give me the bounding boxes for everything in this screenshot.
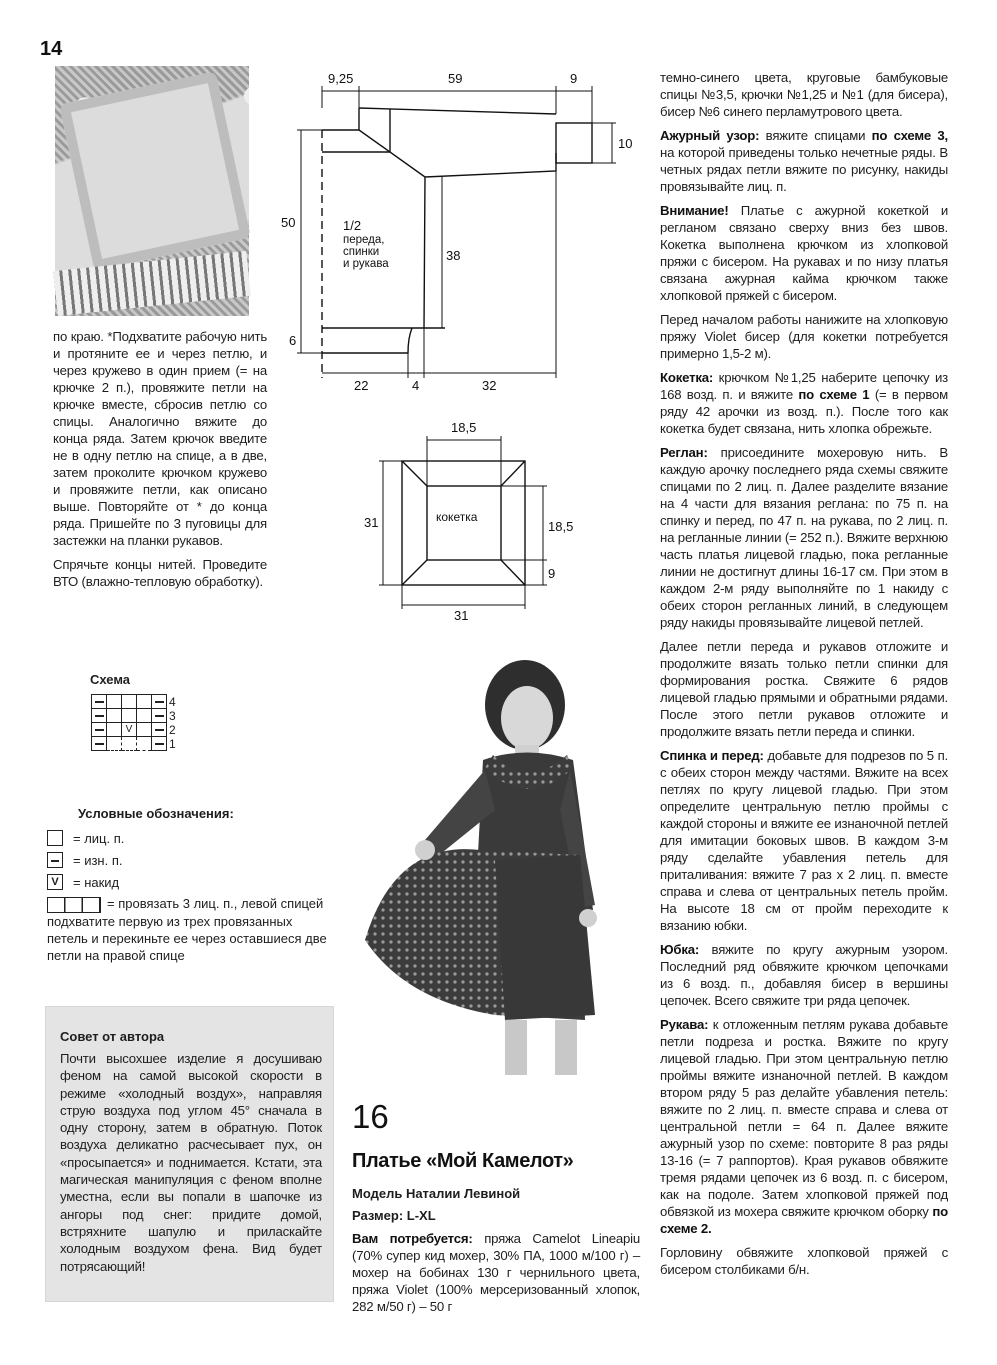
schema-cell-purl (152, 723, 167, 737)
tip-title: Совет от автора (60, 1029, 165, 1044)
legend-title: Условные обозначения: (78, 806, 234, 821)
requirements-body: пряжа Camelot Lineapiu (70% супер кид мохер, 30% ПА, 1000 м/100 г) – мохер на бобинах 130 г чернильного цвета, пряжа Violet (100% мерсеризованный хлопок, 282 м/50 г) – 50 г (352, 1231, 640, 1314)
right-paragraph (660, 1244, 948, 1278)
right-paragraph (660, 202, 948, 304)
dim-label: 10 (618, 136, 633, 151)
left-paragraph: Спрячьте концы нитей. Проведите ВТО (влажно-тепловую обработку). (53, 557, 267, 589)
diagram-line (424, 177, 425, 328)
section-text: Перед началом работы нанижите на хлопковую пряжу Violet бисер (для кокетки потребуется примерно 1,5-2 м). (660, 312, 948, 361)
size-label: Размер: (352, 1208, 404, 1223)
schema-cell-purl (152, 737, 167, 751)
left-column-text (53, 328, 267, 597)
right-paragraph (660, 127, 948, 195)
knit-square-icon (47, 830, 63, 846)
schema-cell-k3pass (137, 737, 152, 751)
schema-cell-purl (92, 709, 107, 723)
section-label: Ажурный узор: (660, 128, 760, 143)
section-text: вяжите по кругу ажурным узором. Последний ряд обвяжите крючком цепочками из 6 возд. п., добавляя бисер в вершины цепочек. Всего свяжите три ряда цепочек. (660, 942, 948, 1008)
schema-cell-purl (92, 737, 107, 751)
schema-cell-knit (107, 695, 122, 709)
section-text: вяжите спицами (765, 128, 866, 143)
schema-title: Схема (90, 672, 131, 687)
photo-face (501, 686, 553, 750)
diagram-outline (359, 108, 556, 177)
dim-label: 59 (448, 71, 463, 86)
legend-item (47, 871, 327, 893)
diagram-part-label: переда, (343, 234, 385, 246)
right-paragraph (660, 1016, 948, 1237)
right-paragraph (660, 638, 948, 740)
dim-label: 18,5 (548, 519, 574, 534)
right-paragraph (660, 941, 948, 1009)
section-text: крючком №1,25 наберите цепочку из 168 возд. п. и вяжите (660, 370, 949, 402)
schema-cell-knit (137, 709, 152, 723)
section-label: Спинка и перед: (660, 748, 764, 763)
schema-grid (91, 694, 182, 751)
legend-item (47, 827, 327, 849)
section-label: Внимание! (660, 203, 729, 218)
yoke-corner (501, 560, 525, 585)
yoke-corner (402, 560, 427, 585)
schema-cell-k3pass (122, 737, 137, 751)
dim-label: 18,5 (451, 420, 477, 435)
photo-leg (505, 1020, 527, 1075)
schema-cell-purl (92, 695, 107, 709)
dim-label: 50 (281, 215, 296, 230)
yarn-over-icon: V (47, 874, 63, 890)
pattern-number: 16 (352, 1098, 389, 1135)
knitted-garment-photo (55, 66, 249, 316)
right-paragraph (660, 311, 948, 362)
schema-row-number: 3 (169, 708, 176, 723)
schema-cell-knit (107, 723, 122, 737)
size-value: L-XL (406, 1208, 436, 1223)
section-bold: по схеме 3, (871, 128, 949, 143)
section-label: Юбка: (660, 942, 700, 957)
pattern-author: Модель Наталии Левиной (352, 1186, 521, 1201)
schema-cell-knit (107, 709, 122, 723)
page-number: 14 (40, 38, 63, 60)
tip-body: Почти высохшее изделие я досушиваю феном на самой высокой скорости в режиме «холодный воздух», направляя струю воздуха под углом 45° сначала в одну сторону, затем в обратную. Поток воздуха деликатно расчесывает пух, он «просыпается» и поднимается. Кстати, эта магическая манипуляция с феном вполне уместна, если вы попали в шапочке из ангоры под снег: придите домой, встряхните шапулю и приласкайте холодным воздухом фена. Вид будет потрясающий! (60, 1051, 322, 1274)
section-label: Рукава: (660, 1017, 709, 1032)
schema-cell-knit (137, 723, 152, 737)
diagram-part-label: и рукава (343, 258, 389, 270)
photo-hand (579, 909, 597, 927)
diagram-part-label: спинки (343, 246, 380, 258)
model-dress-photo (355, 650, 640, 1080)
section-text: к отложенным петлям рукава добавьте петли подреза и ростка. Вяжите по кругу лицевой гладью. При этом центральную петлю проймы вяжите изнаночной петлей. В каждом втором ряду 5 раз делайте убавления петель: вяжите по 2 лиц. п. вместе справа и слева от центральной петли = 64 п. Далее вяжите ажурный узор по схеме: повторите 8 раз ряды 13-16 (= 7 раппортов). Края рукавов обвяжите тремя рядами цепочек из 6 возд. п. с бисером, как на подоле. Затем хлопковой пряжей под обвязкой из мохера свяжите крючком оборку (660, 1017, 948, 1219)
author-tip-box (45, 1006, 334, 1302)
legend-text: = провязать 3 лиц. п., левой спицей подхватите первую из трех провязанных петель и перекиньте ее через оставшиеся две петли на правой спице (47, 896, 327, 963)
dim-label: 9 (548, 566, 556, 581)
section-text: присоедините мохеровую нить. В каждую арочку последнего ряда схемы свяжите спицами по 2 лиц. п. Далее разделите вязание на 4 части для вязания реглана: по 75 п. на спинку и перед, по 47 п. на рукава, по 2 лиц. п. на регланные линии (= 252 п.). Вяжите верхнюю часть платья лицевой гладью, пока регланные линии не достигнут длины 16-17 см. При этом в каждом 2-м ряду выполняйте по 1 накиду с обеих сторон регланных линий, в следующем ряду накиды провязывайте лицевой петлей. (660, 445, 948, 630)
k3-pass-over-icon (47, 897, 101, 913)
dim-label: 9,25 (328, 71, 354, 86)
schema-row-number: 4 (169, 694, 176, 709)
yoke-corner (402, 461, 427, 486)
legend (47, 827, 327, 964)
yoke-diagram (350, 410, 600, 630)
schema-cell-knit (122, 709, 137, 723)
schema-row (92, 737, 182, 751)
section-label: Реглан: (660, 445, 708, 460)
section-bold: по схеме 1 (798, 387, 870, 402)
dress-pattern-diagram (270, 60, 650, 400)
photo-hand (415, 840, 435, 860)
photo-garment-shape (59, 71, 251, 271)
photo-lace-strip (53, 251, 251, 316)
dim-label: 38 (446, 248, 461, 263)
dim-label: 31 (364, 515, 379, 530)
photo-leg (555, 1020, 577, 1075)
schema-row (92, 695, 182, 709)
purl-dash-icon (47, 852, 63, 868)
legend-text: = изн. п. (73, 852, 123, 868)
schema-cell-purl (152, 709, 167, 723)
section-bold: по схеме 2. (660, 1204, 948, 1236)
legend-item (47, 895, 327, 964)
schema-row (92, 709, 182, 723)
yoke-label: кокетка (436, 510, 478, 524)
photo-skirt-main (495, 855, 595, 1020)
section-text: (= в первом ряду 42 арочки из возд. п.). После того как кокетка будет связана, нить хлопка обрежьте. (660, 387, 949, 436)
schema-cell-knit (137, 695, 152, 709)
dim-label: 4 (412, 378, 420, 393)
right-column-text (660, 69, 948, 1285)
schema-cell-k3pass (107, 737, 122, 751)
right-paragraph (660, 747, 948, 934)
dim-label: 32 (482, 378, 497, 393)
requirements-label: Вам потребуется: (352, 1231, 473, 1246)
right-paragraph (660, 369, 948, 437)
yoke-corner (501, 461, 525, 486)
dim-label: 31 (454, 608, 469, 623)
legend-text: = лиц. п. (73, 830, 125, 846)
section-text: Платье с ажурной кокеткой и регланом связано сверху вниз без швов. Кокетка выполнена крючком из хлопковой пряжи с бисером. На рукавах и по низу платья связана ажурная кайма крючком также хлопковой пряжей с бисером. (660, 203, 948, 303)
diagram-line (322, 328, 412, 353)
left-paragraph: по краю. *Подхватите рабочую нить и протяните ее и через петлю, и через кружево в один прием (= на крючке 2 п.), провяжите петли на крючке вместе, сбросив петлю со спицы. Аналогично вяжите до конца ряда. Затем крючок введите не в одну петлю на спице, а в две, затем проколите крючком кружево и провяжите петли, как описано выше. Повторяйте от * до конца ряда. Пришейте по 3 пуговицы для застежки на планки рукавов. (53, 329, 267, 548)
schema-cell-knit (122, 695, 137, 709)
section-text: Горловину обвяжите хлопковой пряжей с бисером столбиками б/н. (660, 1245, 948, 1277)
pattern-title: Платье «Мой Камелот» (352, 1150, 574, 1172)
section-label: Кокетка: (660, 370, 714, 385)
right-paragraph: темно-синего цвета, круговые бамбуковые спицы №3,5, крючки №1,25 и №1 (для бисера), бисер №6 синего перламутрового цвета. (660, 70, 948, 119)
legend-text: = накид (73, 874, 120, 890)
dim-label: 22 (354, 378, 369, 393)
schema-cell-purl (152, 695, 167, 709)
pattern-size (352, 1208, 436, 1223)
diagram-part-label: 1/2 (343, 218, 362, 233)
schema-row (92, 723, 182, 737)
schema-cell-yo: V (122, 723, 137, 737)
right-paragraph (660, 444, 948, 631)
diagram-cuff (556, 123, 592, 163)
legend-item (47, 849, 327, 871)
section-text: Далее петли переда и рукавов отложите и продолжите вязать только петли спинки для формирования ростка. Свяжите 6 рядов лицевой гладью прямыми и обратными рядами. После этого петли рукавов отложите и продолжите вязать петли переда и спинки. (660, 639, 948, 739)
schema-cell-purl (92, 723, 107, 737)
diagram-outline (359, 108, 556, 114)
schema-row-number: 2 (169, 722, 176, 737)
schema-row-number: 1 (169, 736, 176, 751)
dim-label: 9 (570, 71, 578, 86)
section-text: добавьте для подрезов по 5 п. с обеих сторон между частями. Вяжите на всех петлях по кругу лицевой гладью. При этом определите центральную петлю проймы с каждой стороны и вяжите ее изнаночной петлей для имитации боковых швов. В каждом 3-м ряду сделайте убавления петель для приталивания: вяжите 7 раз x 2 лиц. п. вместе справа и слева от центральных петель пройм. На высоте 18 см от пройм переходите к вязанию юбки. (660, 748, 948, 933)
section-text: на которой приведены только нечетные ряды. В четных рядах петли вяжите по рисунку, накиды провязывайте лиц. п. (660, 145, 948, 194)
requirements-text (352, 1230, 640, 1315)
dim-label: 6 (289, 333, 297, 348)
